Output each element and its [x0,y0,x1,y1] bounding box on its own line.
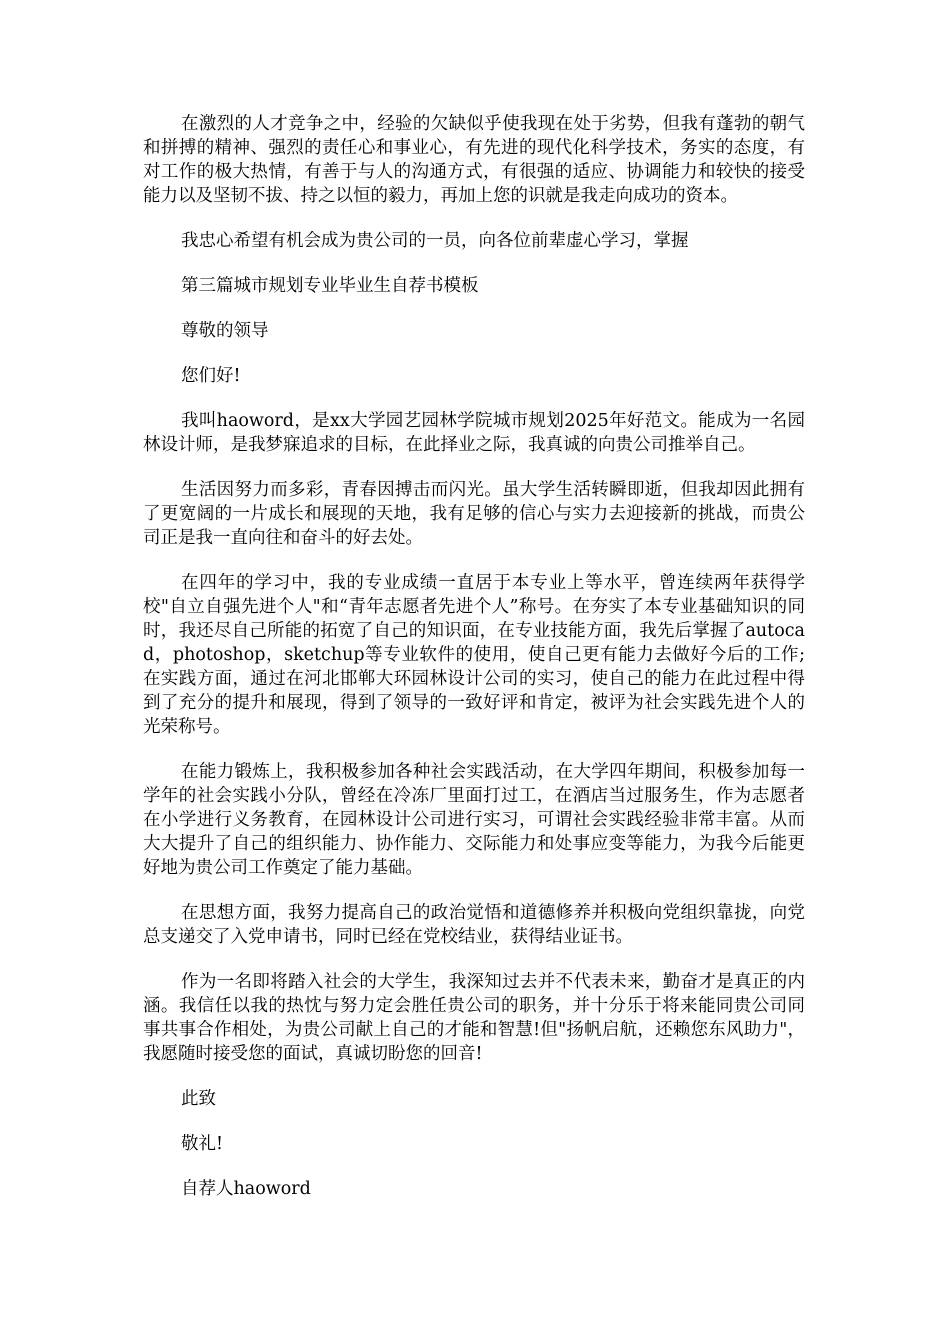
paragraph-university-life: 生活因努力而多彩，青春因搏击而闪光。虽大学生活转瞬即逝，但我却因此拥有了更宽阔的一片成长和展现的天地，我有足够的信心与实力去迎接新的挑战，而贵公司正是我一直向往和奋斗的好去处。 [143,480,805,548]
signature: 自荐人haoword [181,1179,311,1199]
paragraph-closing-statement: 作为一名即将踏入社会的大学生，我深知过去并不代表未来，勤奋才是真正的内涵。我信任以我的热忱与努力定会胜任贵公司的职务，并十分乐于将来能同贵公司同事共事合作相处，为贵公司献上自己的才能和智慧!但"扬帆启航，还赖您东风助力"，我愿随时接受您的面试，真诚切盼您的回音! [143,972,805,1064]
closing-phrase: 此致 [181,1089,216,1109]
paragraph-political-thought: 在思想方面，我努力提高自己的政治觉悟和道德修养并积极向党组织靠拢，向党总支递交了入党申请书，同时已经在党校结业，获得结业证书。 [143,903,805,947]
paragraph-academic-study: 在四年的学习中，我的专业成绩一直居于本专业上等水平，曾连续两年获得学校"自立自强先进个人"和“青年志愿者先进个人”称号。在夯实了本专业基础知识的同时，我还尽自己所能的拓宽了自己的知识面，在专业技能方面，我先后掌握了autocad，photoshop，sketchup等专业软件的使用，使自己更有能力去做好今后的工作;在实践方面，通过在河北邯郸大环园林设计公司的实习，使自己的能力在此过程中得到了充分的提升和展现，得到了领导的一致好评和肯定，被评为社会实践先进个人的光荣称号。 [143,573,805,737]
greeting: 您们好! [181,366,241,386]
salutation: 尊敬的领导 [181,321,269,341]
paragraph-self-introduction: 我叫haoword，是xx大学园艺园林学院城市规划2025年好范文。能成为一名园林设计师，是我梦寐追求的目标，在此择业之际，我真诚的向贵公司推举自己。 [143,411,805,455]
document-body [143,112,805,1222]
closing-salute: 敬礼! [181,1134,224,1154]
document-title: 第三篇城市规划专业毕业生自荐书模板 [181,276,479,296]
paragraph-hope-to-join: 我忠心希望有机会成为贵公司的一员，向各位前辈虚心学习，掌握 [181,231,689,251]
paragraph-practical-ability: 在能力锻炼上，我积极参加各种社会实践活动，在大学四年期间，积极参加每一学年的社会实践小分队，曾经在冷冻厂里面打过工，在酒店当过服务生，作为志愿者在小学进行义务教育，在园林设计公司进行实习，可谓社会实践经验非常丰富。从而大大提升了自己的组织能力、协作能力、交际能力和处事应变等能力，为我今后能更好地为贵公司工作奠定了能力基础。 [143,762,805,878]
paragraph-intro-advantages: 在激烈的人才竞争之中，经验的欠缺似乎使我现在处于劣势，但我有蓬勃的朝气和拼搏的精神、强烈的责任心和事业心，有先进的现代化科学技术，务实的态度，有对工作的极大热情，有善于与人的沟通方式，有很强的适应、协调能力和较快的接受能力以及坚韧不拔、持之以恒的毅力，再加上您的识就是我走向成功的资本。 [143,114,805,206]
